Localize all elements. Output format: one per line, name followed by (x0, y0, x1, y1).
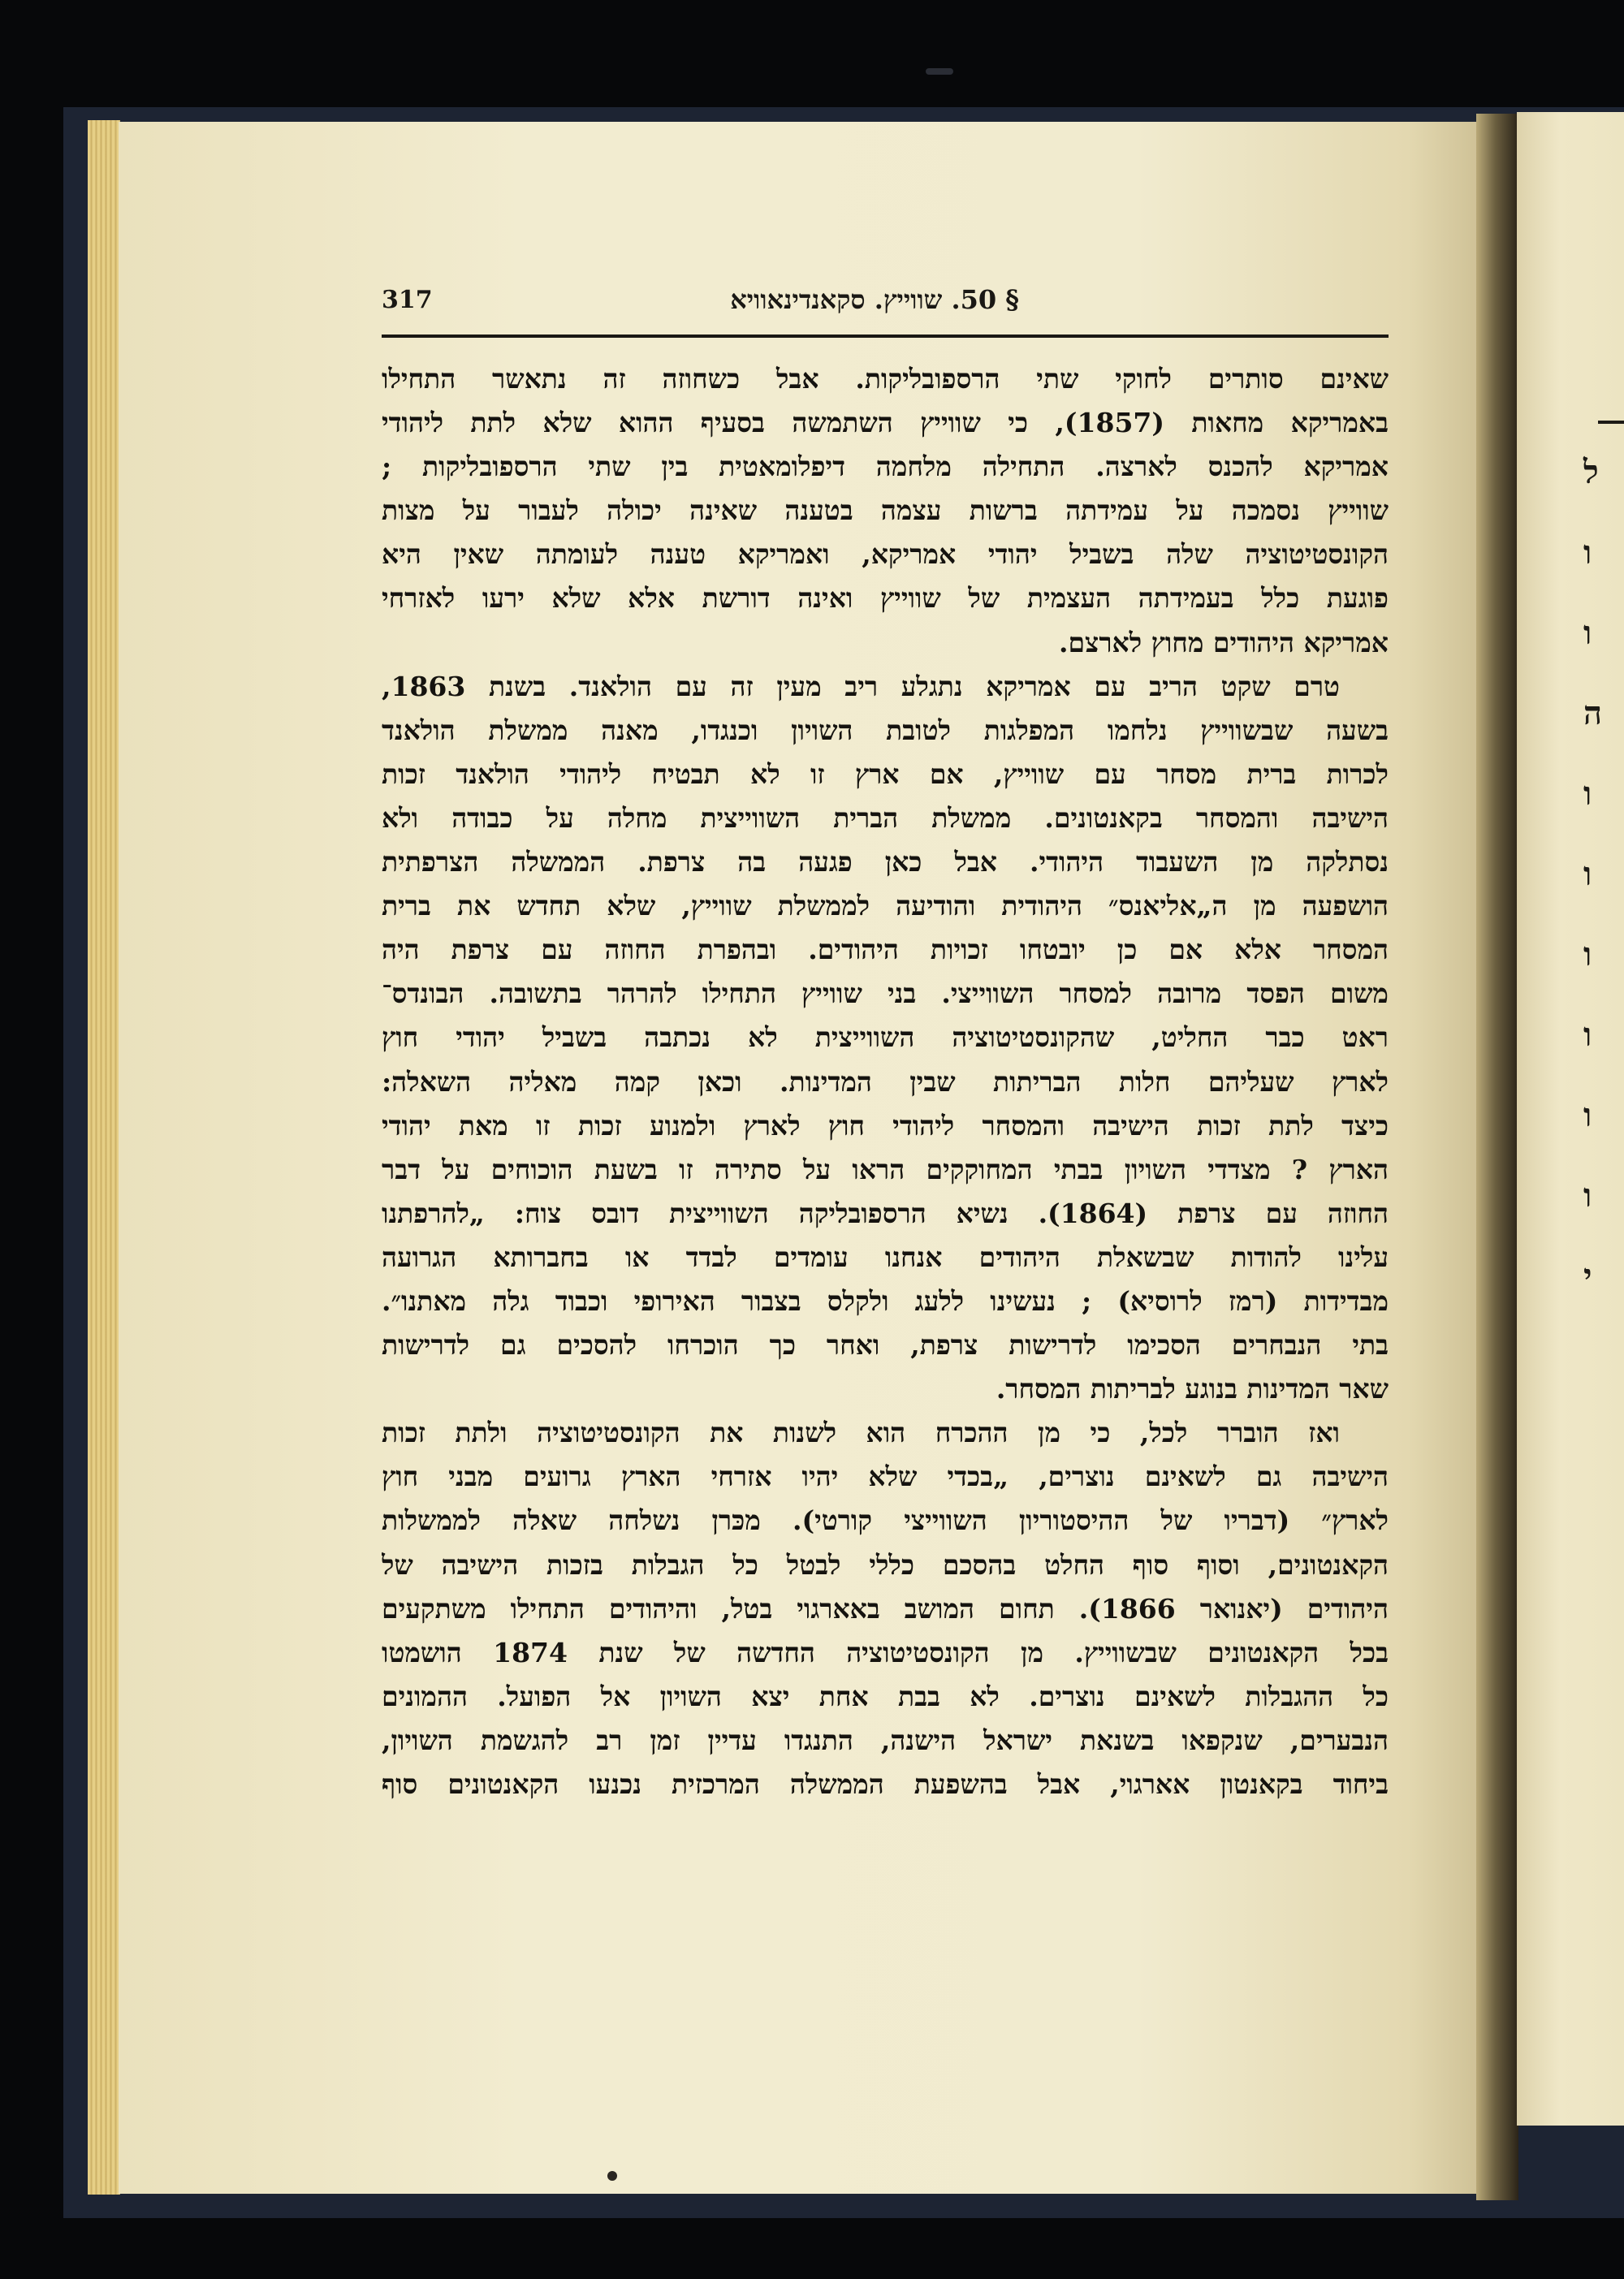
text-line: מבדידות (רמז לרוסיא) ; נעשינו ללעג ולקלס בצבור האירופי וכבוד גלה מאתנו״. (382, 1284, 1389, 1317)
text-line: לארץ״ (דבריו של ההיסטוריון השווייצי קורטי). מכּרן נשלחה שאלה לממשלות (382, 1504, 1389, 1537)
right-page-fragment: ו (1583, 533, 1592, 572)
right-page-fragment: ה (1583, 694, 1603, 732)
right-page-header-rule (1598, 421, 1624, 424)
page-header (382, 278, 1389, 323)
right-page-fragment: ו (1583, 1016, 1592, 1054)
right-page-fragment: ו (1583, 1176, 1592, 1215)
text-line: החוזה עם צרפת (1864). נשיא הרספובליקה השווייצית דובס צוח: „להרפתנו (382, 1197, 1389, 1229)
text-line: הישיבה גם לשאינם נוצרים, „בכדי שלא יהיו אזרחי הארץ גרועים מבני חוץ (382, 1461, 1389, 1493)
page-number: 317 (382, 286, 433, 314)
right-page-fragment: ו (1583, 855, 1592, 893)
text-line: נסתלקה מן השעבוד היהודי. אבל כאן פגעה בה צרפת. הממשלה הצרפתית (382, 846, 1389, 878)
running-head: § 50. שווייץ. סקאנדינאוויא (730, 284, 1019, 315)
text-line: הקונסטיטוציה שלה בשביל יהודי אמריקא, ואמריקא טענה לעומתה שאין היא (382, 538, 1389, 571)
header-rule (382, 335, 1389, 338)
text-line: משום הפסד מרובה למסחר השווייצי. בני שווייץ התחילו להרהר בתשובה. הבונדס־ (382, 978, 1389, 1010)
text-line: פוגעת כלל בעמידתה העצמית של שווייץ ואינה דורשת אלא שלא ירעו לאזרחי (382, 582, 1389, 615)
text-line: הושפעה מן ה„אליאנס״ היהודית והודיעה לממשלת שווייץ, שלא תחדש את ברית (382, 890, 1389, 922)
text-line: בשעה שבשווייץ נלחמו המפלגות לטובת השויון וכנגדו, מאנה ממשלת הולאנד (382, 714, 1389, 746)
text-line: שאינם סותרים לחוקי שתי הרספובליקות. אבל כשחוזה זה נתאשר התחילו (382, 363, 1389, 395)
text-line: כיצד לתת זכות הישיבה והמסחר ליהודי חוץ לארץ ולמנוע זכות זו מאת יהודי (382, 1109, 1389, 1142)
right-page-fragment: ו (1583, 1096, 1592, 1134)
text-line: שאר המדינות בנוגע לבריתות המסחר. (996, 1373, 1389, 1405)
right-page-fragment: ו (1583, 775, 1592, 813)
text-line: בתי הנבחרים הסכימו לדרישות צרפת, ואחר כך הוכרחו להסכים גם לדרישות (382, 1329, 1389, 1362)
text-line: אמריקא להכנס לארצה. התחילה מלחמה דיפלומאטית בין שתי הרספובליקות ; (382, 451, 1389, 483)
text-line: הישיבה והמסחר בקאנטונים. ממשלת הברית השווייצית מחלה על כבודה ולא (382, 801, 1389, 834)
text-line: לארץ שעליהם חלות הבריתות שבין המדינות. וכאן קמה מאליה השאלה: (382, 1065, 1389, 1098)
text-line: בכל הקאנטונים שבשווייץ. מן הקונסטיטוציה החדשה של שנת 1874 הושמטו (382, 1636, 1389, 1668)
text-line: אמריקא היהודים מחוץ לארצם. (1058, 626, 1389, 658)
right-page-fragment: י (1583, 1257, 1592, 1295)
text-line: הקאנטונים, וסוף סוף החלט בהסכם כללי לבטל כל הגבלות בזכות הישיבה של (382, 1548, 1389, 1581)
text-line: ואז הוברר לכל, כי מן ההכרח הוא לשנות את הקונסטיטוציה ולתת זכות (382, 1417, 1340, 1449)
text-line: באמריקא מחאות (1857), כי שווייץ השתמשה בסעיף ההוא שלא לתת ליהודי (382, 407, 1389, 439)
text-line: עלינו להודות שבשאלת היהודים אנחנו עומדים לבדד או בחברותא הגרועה (382, 1241, 1389, 1273)
right-page (1517, 112, 1624, 2126)
text-line: כל ההגבלות לשאינם נוצרים. לא בבת אחת יצא השויון אל הפועל. ההמונים (382, 1680, 1389, 1712)
text-line: ביחוד בקאנטון אארגוי, אבל בהשפעת הממשלה המרכזית נכנעו הקאנטונים סוף (382, 1768, 1389, 1800)
spine-mark (926, 68, 953, 75)
text-line: טרם שקט הריב עם אמריקא נתגלע ריב מעין זה עם הולאנד. בשנת 1863, (382, 670, 1340, 702)
right-page-fragment: ו (1583, 614, 1592, 652)
text-line: לכרות ברית מסחר עם שווייץ, אם ארץ זו לא תבטיח ליהודי הולאנד זכות (382, 758, 1389, 790)
ink-dot (607, 2171, 617, 2181)
text-line: הארץ ? מצדדי השויון בבתי המחוקקים הראו על סתירה זו בשעת הוכוחים על דבר (382, 1153, 1389, 1185)
book-gutter (1476, 114, 1518, 2200)
right-page-fragment: ו (1583, 935, 1592, 973)
page-edges (88, 120, 120, 2195)
body-text (382, 357, 1389, 1806)
text-line: היהודים (יאנואר 1866). תחום המושב באארגוי בטל, והיהודים התחילו משתקעים (382, 1592, 1389, 1625)
right-page-fragment: ל (1583, 453, 1599, 491)
text-line: ראט כבר החליט, שהקונסטיטוציה השווייצית לא נכתבה בשביל יהודי חוץ (382, 1021, 1389, 1054)
right-page-text-fragments (1583, 453, 1602, 1295)
text-line: המסחר אלא אם כן יובטחו זכויות היהודים. ובהפרת החוזה עם צרפת היה (382, 934, 1389, 966)
text-line: שווייץ נסמכה על עמידתה ברשות עצמה בטענה שאינה יכולה לעבור על מצות (382, 494, 1389, 527)
text-line: הנבערים, שנקפאו בשנאת ישראל הישנה, התנגדו עדיין זמן רב להגשמת השויון, (382, 1724, 1389, 1756)
